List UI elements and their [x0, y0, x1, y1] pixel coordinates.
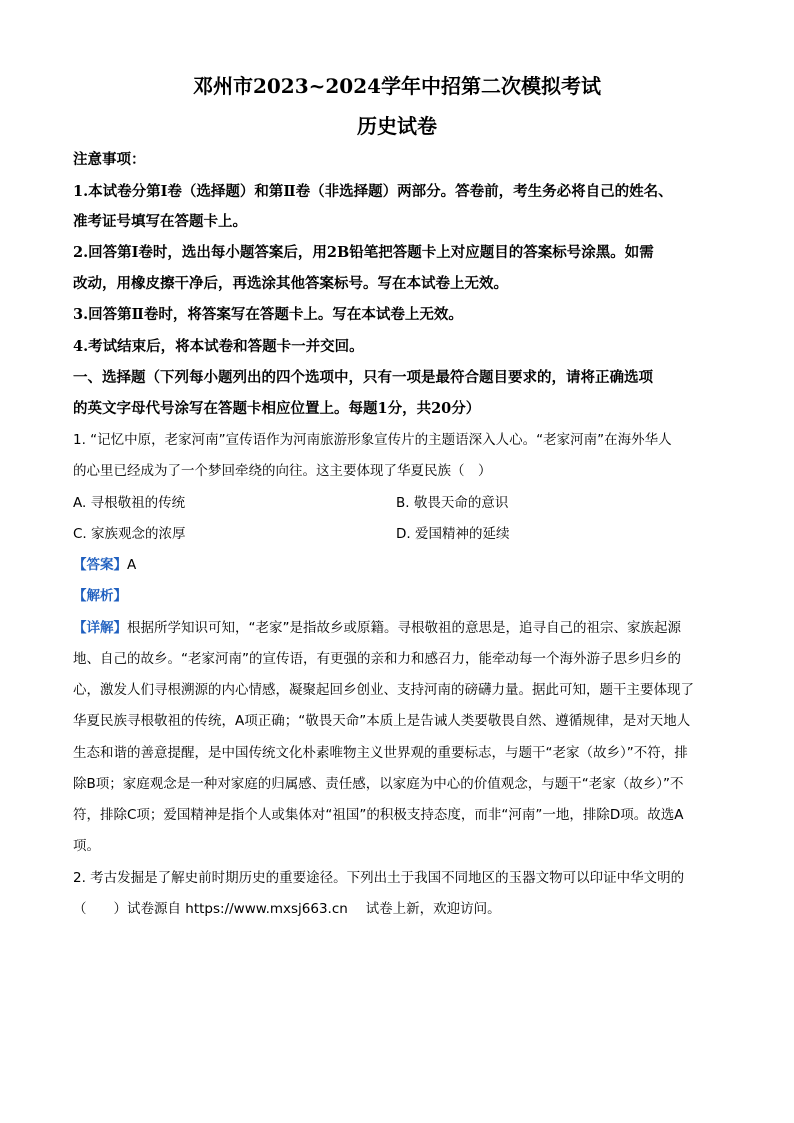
- question-1-option-a: A. 寻根敬祖的传统: [73, 495, 186, 511]
- analysis-label: 【解析】: [73, 588, 127, 604]
- notice-item-2-line-2: 改动，用橡皮擦干净后，再选涂其他答案标号。写在本试卷上无效。: [73, 275, 508, 292]
- question-1-detail-line-8: 项。: [73, 838, 100, 854]
- exam-title: 邓州市2023~2024学年中招第二次模拟考试: [192, 74, 602, 98]
- question-1-detail-line-2: 地、自己的故乡。“老家河南”的宣传语，有更强的亲和力和感召力，能牵动每一个海外游子思乡归乡的: [73, 651, 681, 667]
- question-1-stem-line-2: 的心里已经成为了一个梦回牵绕的向往。这主要体现了华夏民族（ ）: [73, 463, 492, 479]
- question-1-detail-line-6: 除B项；家庭观念是一种对家庭的归属感、责任感，以家庭为中心的价值观念，与题干“老家（故乡）”不: [73, 776, 684, 792]
- question-1-option-d: D. 爱国精神的延续: [396, 526, 510, 542]
- answer-label: 【答案】: [73, 557, 127, 573]
- notice-item-3: 3.回答第Ⅱ卷时，将答案写在答题卡上。写在本试卷上无效。: [73, 306, 463, 323]
- question-2-stem-line-2: （ ）试卷源自 https://www.mxsj663.cn 试卷上新，欢迎访问。: [73, 901, 501, 917]
- question-1-option-c: C. 家族观念的浓厚: [73, 526, 186, 542]
- question-1-detail-line-5: 生态和谐的善意提醒，是中国传统文化朴素唯物主义世界观的重要标志，与题干“老家（故乡）”不符，排: [73, 745, 688, 761]
- question-1-analysis: [73, 586, 733, 606]
- notice-item-4: 4.考试结束后，将本试卷和答题卡一并交回。: [73, 338, 364, 355]
- exam-subtitle: 历史试卷: [357, 114, 437, 138]
- question-1-detail-line-1: [73, 618, 733, 638]
- question-1-detail-line-4: 华夏民族寻根敬祖的传统，A项正确；“敬畏天命”本质上是告诫人类要敬畏自然、遵循规律，是对天地人: [73, 713, 691, 729]
- question-1-answer: [73, 555, 733, 575]
- detail-label: 【详解】: [73, 620, 127, 636]
- notice-item-2-line-1: 2.回答第Ⅰ卷时，选出每小题答案后，用2B铅笔把答题卡上对应题目的答案标号涂黑。如需: [73, 244, 654, 261]
- question-1-option-b: B. 敬畏天命的意识: [396, 495, 509, 511]
- notice-item-1-line-2: 准考证号填写在答题卡上。: [73, 213, 247, 230]
- detail-text: 根据所学知识可知，“老家”是指故乡或原籍。寻根敬祖的意思是，追寻自己的祖宗、家族起源: [127, 620, 681, 636]
- question-1-detail-line-3: 心，激发人们寻根溯源的内心情感，凝聚起回乡创业、支持河南的磅礴力量。据此可知，题干主要体现了: [73, 682, 694, 698]
- answer-value: A: [127, 557, 137, 573]
- question-1-stem-line-1: 1. “记忆中原，老家河南”宣传语作为河南旅游形象宣传片的主题语深入人心。“老家河南”在海外华人: [73, 432, 672, 448]
- section-1-line-1: 一、选择题（下列每小题列出的四个选项中，只有一项是最符合题目要求的，请将正确选项: [73, 369, 653, 386]
- notice-heading: 注意事项：: [73, 151, 146, 168]
- question-2-stem-line-1: 2. 考古发掘是了解史前时期历史的重要途径。下列出土于我国不同地区的玉器文物可以印证中华文明的: [73, 870, 685, 886]
- section-1-line-2: 的英文字母代号涂写在答题卡相应位置上。每题1分，共20分）: [73, 400, 481, 417]
- notice-item-1-line-1: 1.本试卷分第Ⅰ卷（选择题）和第Ⅱ卷（非选择题）两部分。答卷前，考生务必将自己的姓名、: [73, 183, 673, 200]
- question-1-detail-line-7: 符，排除C项；爱国精神是指个人或集体对“祖国”的积极支持态度，而非“河南”一地，排除D项。故选A: [73, 807, 684, 823]
